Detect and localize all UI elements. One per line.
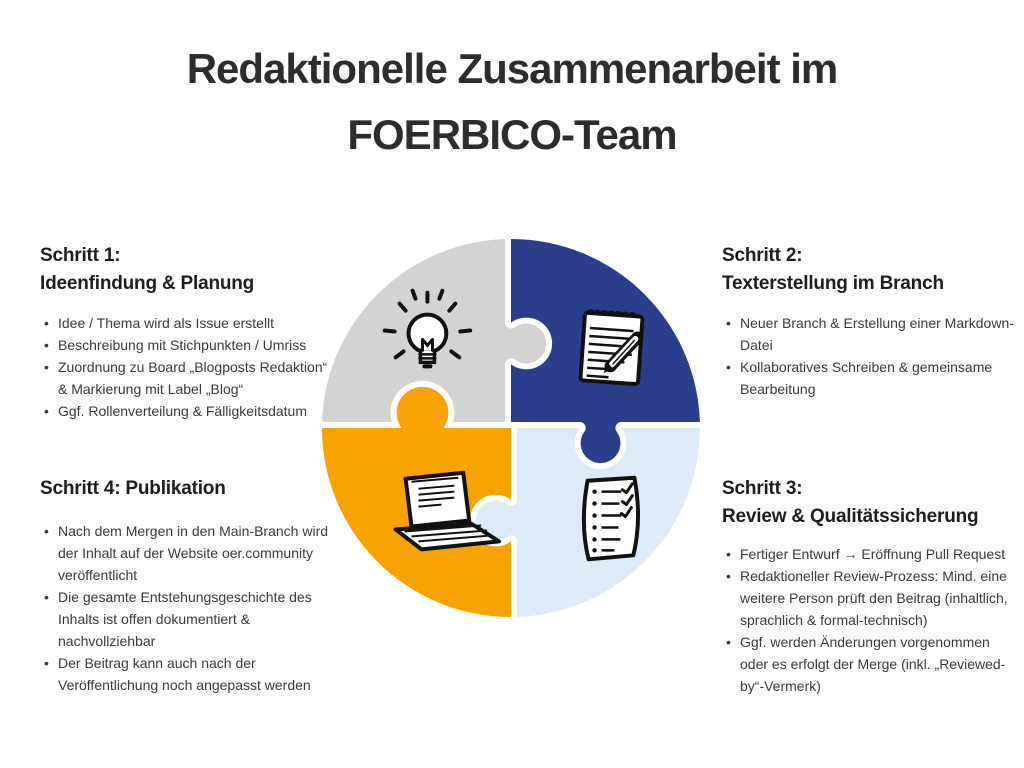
step-2-list bbox=[722, 312, 1014, 400]
bullet-item: • Nach dem Mergen in den Main-Branch wird der Inhalt auf der Website oer.community veröffentlicht bbox=[58, 520, 332, 586]
step-3-block bbox=[722, 475, 1014, 697]
bullet-item: • Fertiger Entwurf → Eröffnung Pull Request bbox=[740, 543, 1014, 565]
notepad-pencil-icon bbox=[580, 310, 642, 384]
puzzle-circle-graphic bbox=[322, 239, 700, 617]
step-1-heading-line-1: Schritt 1: bbox=[40, 245, 121, 266]
checklist-icon bbox=[584, 478, 638, 560]
bullet-item: • Idee / Thema wird als Issue erstellt bbox=[58, 312, 332, 334]
step-4-block bbox=[40, 475, 332, 696]
step-1-list bbox=[40, 312, 332, 422]
bullet-item: • Redaktioneller Review-Prozess: Mind. eine weitere Person prüft den Beitrag (inhaltlich, sprachlich & formal-technisch) bbox=[740, 565, 1014, 631]
step-4-list bbox=[40, 520, 332, 696]
step-4-heading-line-1: Schritt 4: Publikation bbox=[40, 478, 226, 499]
step-3-heading-line-1: Schritt 3: bbox=[722, 478, 803, 499]
step-1-block bbox=[40, 242, 332, 422]
step-1-heading bbox=[40, 242, 332, 298]
step-2-block bbox=[722, 242, 1014, 400]
bullet-item: • Ggf. werden Änderungen vorgenommen oder es erfolgt der Merge (inkl. „Reviewed-by“-Vermerk) bbox=[740, 631, 1014, 697]
bullet-item: • Beschreibung mit Stichpunkten / Umriss bbox=[58, 334, 332, 356]
bullet-item: • Ggf. Rollenverteilung & Fälligkeitsdatum bbox=[58, 400, 332, 422]
step-1-heading-line-2: Ideenfindung & Planung bbox=[40, 273, 255, 294]
step-2-heading-line-1: Schritt 2: bbox=[722, 245, 803, 266]
title-line-1: Redaktionelle Zusammenarbeit im bbox=[186, 45, 838, 92]
step-3-heading bbox=[722, 475, 1014, 531]
step-3-heading-line-2: Review & Qualitätssicherung bbox=[722, 506, 979, 527]
bullet-item: • Der Beitrag kann auch nach der Veröffentlichung noch angepasst werden bbox=[58, 652, 332, 696]
title-line-2: FOERBICO-Team bbox=[347, 111, 677, 158]
step-3-list bbox=[722, 543, 1014, 697]
bullet-item: • Neuer Branch & Erstellung einer Markdown-Datei bbox=[740, 312, 1014, 356]
bullet-item: • Zuordnung zu Board „Blogposts Redaktion“ & Markierung mit Label „Blog“ bbox=[58, 356, 332, 400]
bullet-item: • Die gesamte Entstehungsgeschichte des Inhalts ist offen dokumentiert & nachvollziehbar bbox=[58, 586, 332, 652]
step-2-heading-line-2: Texterstellung im Branch bbox=[722, 273, 944, 294]
page-title bbox=[0, 36, 1024, 168]
step-2-heading bbox=[722, 242, 1014, 298]
bullet-item: • Kollaboratives Schreiben & gemeinsame Bearbeitung bbox=[740, 356, 1014, 400]
step-4-heading bbox=[40, 475, 332, 503]
